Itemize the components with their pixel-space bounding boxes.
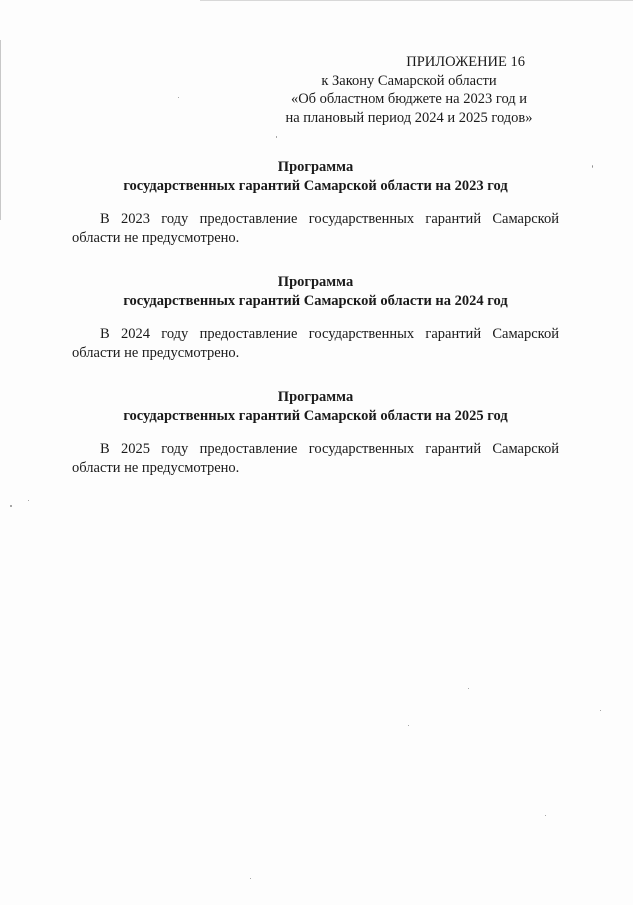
appendix-law-title: «Об областном бюджете на 2023 год и <box>290 91 528 107</box>
guarantee-program-2024 <box>72 273 559 363</box>
scan-speck <box>178 97 179 98</box>
appendix-header <box>259 53 559 127</box>
section-heading-line2: государственных гарантий Самарской области на 2023 год <box>123 178 508 194</box>
appendix-law-title-continued: на плановый период 2024 и 2025 годов» <box>285 109 533 126</box>
section-heading <box>72 273 559 311</box>
appendix-number: ПРИЛОЖЕНИЕ 16 <box>406 54 525 70</box>
scan-speck <box>28 500 29 501</box>
appendix-law-reference: к Закону Самарской области <box>321 72 497 89</box>
section-paragraph <box>72 210 559 248</box>
guarantee-program-2025 <box>72 388 559 478</box>
section-paragraph-line2: области не предусмотрено. <box>72 460 240 476</box>
scan-speck <box>408 725 409 726</box>
section-heading <box>72 388 559 426</box>
section-heading-line2: государственных гарантий Самарской области на 2024 год <box>123 293 508 309</box>
scan-speck <box>592 165 593 168</box>
section-heading-line2: государственных гарантий Самарской области на 2025 год <box>123 408 508 424</box>
scan-speck <box>468 688 469 689</box>
scan-edge-left <box>0 40 1 220</box>
scan-edge-top <box>200 0 633 1</box>
scan-speck <box>250 878 251 879</box>
section-paragraph-line2: области не предусмотрено. <box>72 345 240 361</box>
section-paragraph-line1: В 2025 году предоставление государственных гарантий Самарской <box>100 441 559 457</box>
section-paragraph-line1: В 2023 году предоставление государственных гарантий Самарской <box>100 211 559 227</box>
guarantee-program-2023 <box>72 158 559 248</box>
section-paragraph <box>72 325 559 363</box>
section-paragraph-line1: В 2024 году предоставление государственных гарантий Самарской <box>100 326 559 342</box>
scan-speck <box>10 505 12 507</box>
section-paragraph-line2: области не предусмотрено. <box>72 230 240 246</box>
scan-speck <box>276 136 277 138</box>
section-paragraph <box>72 440 559 478</box>
scan-speck <box>600 710 601 711</box>
section-heading-line1: Программа <box>277 159 354 175</box>
section-heading-line1: Программа <box>277 274 354 290</box>
scan-speck <box>545 815 546 816</box>
section-heading-line1: Программа <box>277 389 354 405</box>
section-heading <box>72 158 559 196</box>
